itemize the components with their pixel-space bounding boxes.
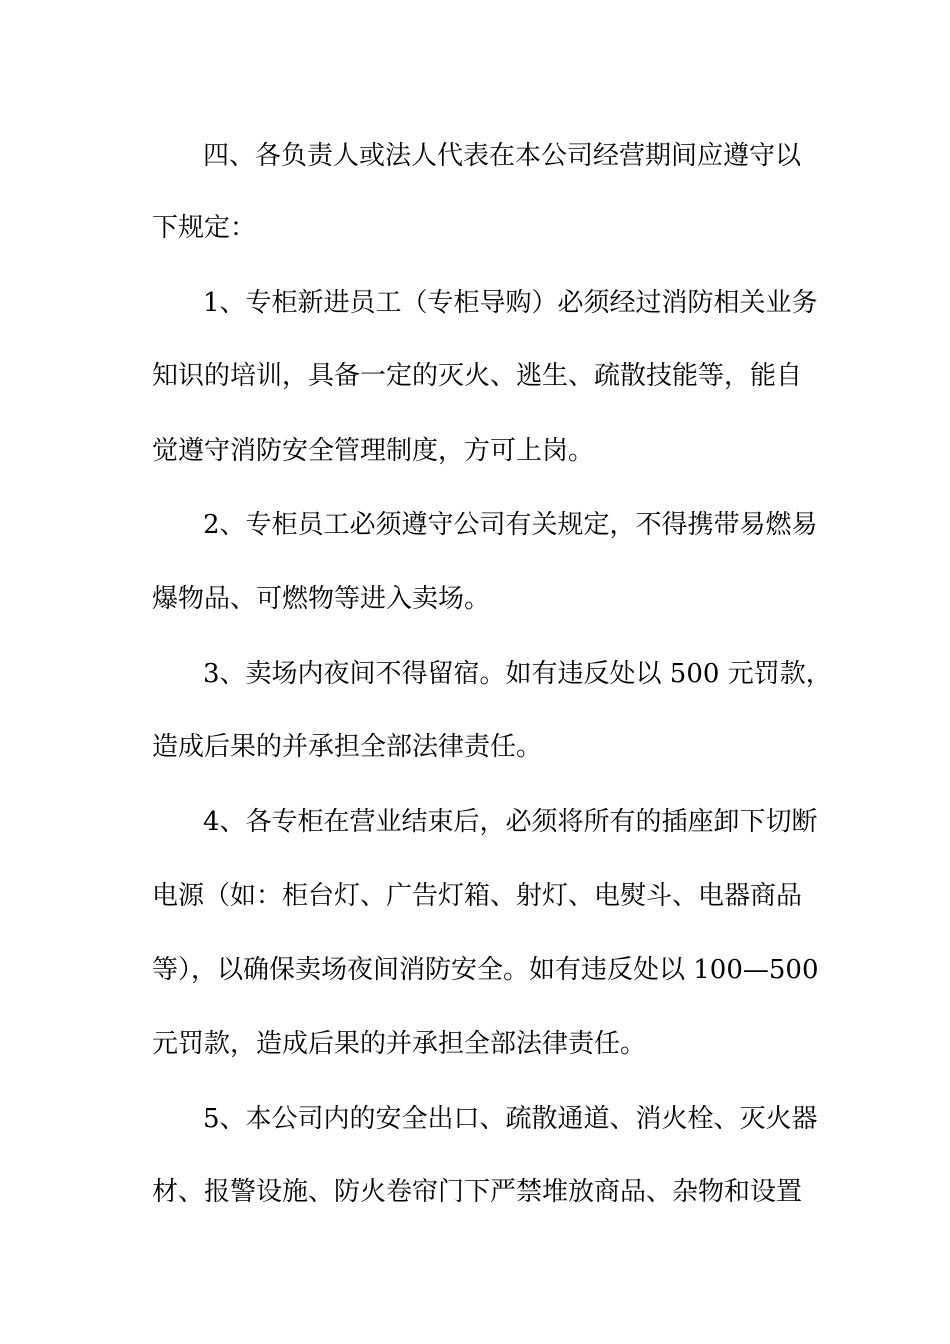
paragraph-line: 等），以确保卖场夜间消防安全。如有违反处以 100—500: [152, 955, 819, 985]
paragraph-line: 2、专柜员工必须遵守公司有关规定，不得携带易燃易: [203, 510, 818, 540]
paragraph-line: 下规定：: [152, 213, 257, 243]
paragraph-line: 造成后果的并承担全部法律责任。: [152, 732, 543, 762]
paragraph-line: 觉遵守消防安全管理制度，方可上岗。: [152, 436, 595, 466]
paragraph-line: 材、报警设施、防火卷帘门下严禁堆放商品、杂物和设置: [152, 1177, 803, 1207]
paragraph-line: 四、各负责人或法人代表在本公司经营期间应遵守以: [203, 141, 802, 171]
paragraph-line: 5、本公司内的安全出口、疏散通道、消火栓、灭火器: [203, 1104, 818, 1134]
paragraph-line: 3、卖场内夜间不得留宿。如有违反处以 500 元罚款，: [203, 659, 832, 689]
paragraph-line: 1、专柜新进员工（专柜导购）必须经过消防相关业务: [203, 288, 818, 318]
paragraph-line: 4、各专柜在营业结束后，必须将所有的插座卸下切断: [203, 807, 818, 837]
paragraph-line: 爆物品、可燃物等进入卖场。: [152, 584, 491, 614]
paragraph-line: 电源（如：柜台灯、广告灯箱、射灯、电熨斗、电器商品: [152, 881, 803, 911]
paragraph-line: 元罚款，造成后果的并承担全部法律责任。: [152, 1029, 647, 1059]
paragraph-line: 知识的培训，具备一定的灭火、逃生、疏散技能等，能自: [152, 361, 803, 391]
